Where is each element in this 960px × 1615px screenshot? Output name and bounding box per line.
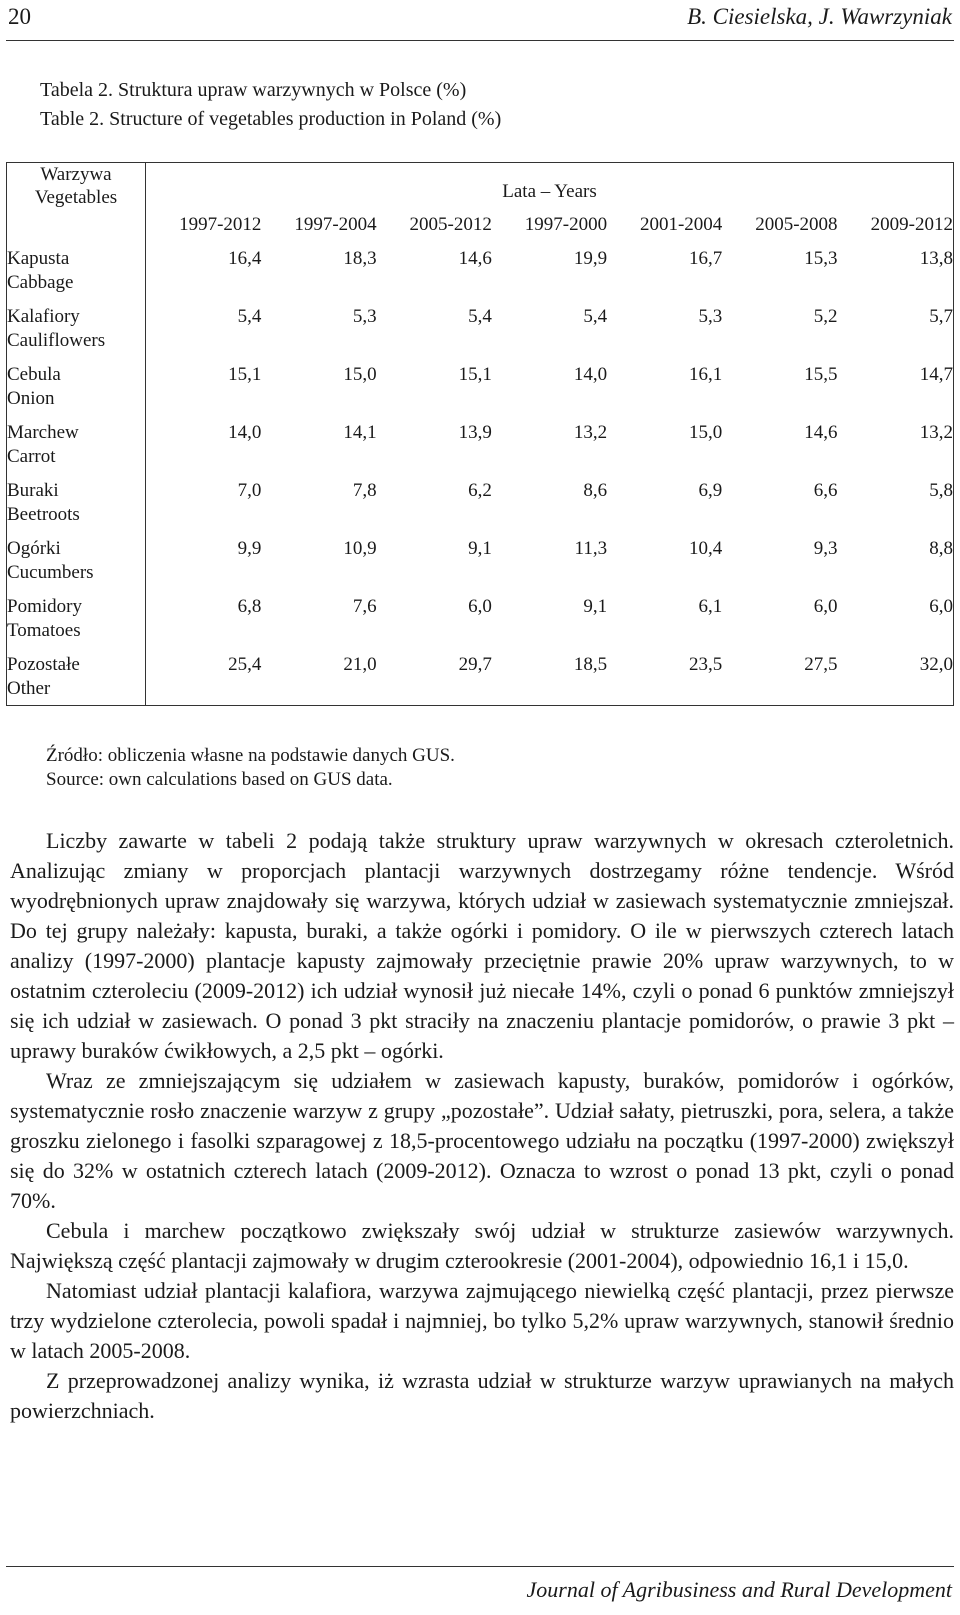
period-header: 2005-2008: [755, 214, 838, 235]
period-header: 1997-2000: [524, 214, 608, 235]
value-cell: 14,6: [804, 422, 838, 443]
caption-polish: Tabela 2. Struktura upraw warzywnych w Polsce (%): [40, 79, 467, 101]
value-cell: 8,8: [838, 537, 954, 595]
value-cell: 15,0: [343, 364, 377, 385]
value-cell: 15,1: [228, 364, 262, 385]
value-cell: 14,0: [573, 364, 608, 385]
value-cell: 32,0: [838, 653, 954, 706]
paragraph: Z przeprowadzonej analizy wynika, iż wzrasta udział w strukturze warzyw uprawianych na małych powierzchniach.: [10, 1368, 954, 1423]
value-cell: 5,3: [352, 306, 377, 327]
table-source: [46, 744, 455, 792]
vegetable-name-cell: [7, 595, 146, 653]
vegetable-name-cell: [7, 363, 146, 421]
value-cell: 7,6: [352, 596, 377, 617]
vegetable-name-cell: [7, 537, 146, 595]
value-cell: 9,1: [468, 538, 492, 559]
period-header: 2001-2004: [639, 214, 723, 235]
paragraph: Cebula i marchew początkowo zwiększały swój udział w strukturze zasiewów warzywnych. Największą część plantacji zajmowały w drugim czterookresie (2001-2004), odpowiednio 16,1 i 15,0.: [10, 1218, 954, 1273]
value-cell: 18,5: [492, 653, 607, 706]
vegetable-name-en: Carrot: [7, 446, 56, 467]
value-cell: 21,0: [261, 653, 376, 706]
value-cell: 5,8: [838, 479, 954, 537]
table-row: [7, 247, 954, 305]
period-header: 2005-2012: [409, 214, 492, 235]
vegetable-name-pl: Ogórki: [7, 538, 61, 559]
value-cell: 16,7: [689, 248, 723, 269]
vegetable-name-en: Cabbage: [7, 272, 74, 293]
vegetable-name-en: Cucumbers: [7, 562, 94, 583]
vegetables-header-en: Vegetables: [34, 187, 118, 208]
period-header: 2009-2012: [838, 203, 954, 247]
value-cell: 13,8: [838, 247, 954, 305]
paragraph: Wraz ze zmniejszającym się udziałem w zasiewach kapusty, buraków, pomidorów i ogórków, systematycznie rosło znaczenie warzyw z grupy „pozostałe”. Udział sałaty, pietruszki, pora, selera, a także groszku zielonego i fasolki szparagowej z 18,5-procentowego udziału na początku (1997-2000) zwiększył się do 32% w ostatnich czterech latach (2009-2012). Oznacza to wzrost o ponad 13 pkt, czyli o ponad 70%.: [10, 1068, 954, 1213]
value-cell: 14,6: [458, 248, 492, 269]
journal-name: Journal of Agribusiness and Rural Development: [526, 1577, 952, 1602]
value-cell: 6,6: [813, 480, 838, 501]
vegetable-name-en: Beetroots: [7, 504, 80, 525]
value-cell: 15,1: [458, 364, 492, 385]
value-cell: 15,5: [804, 364, 838, 385]
vegetable-name-cell: [7, 653, 146, 706]
page-header: [6, 0, 954, 41]
vegetable-name-en: Onion: [7, 388, 55, 409]
value-cell: 10,9: [343, 538, 377, 559]
value-cell: 5,3: [698, 306, 723, 327]
value-cell: 9,3: [813, 538, 838, 559]
value-cell: 15,3: [804, 248, 838, 269]
vegetable-name-cell: [7, 479, 146, 537]
value-cell: 16,4: [228, 248, 262, 269]
vegetable-name-en: Cauliflowers: [7, 330, 106, 351]
vegetable-name-pl: Buraki: [7, 480, 59, 501]
source-english: Source: own calculations based on GUS data.: [46, 769, 393, 790]
table-row: [7, 479, 954, 537]
page-footer: [6, 1566, 954, 1615]
vegetable-name-cell: [7, 247, 146, 305]
value-cell: 5,7: [838, 305, 954, 363]
value-cell: 14,0: [228, 422, 262, 443]
source-polish: Źródło: obliczenia własne na podstawie danych GUS.: [46, 745, 455, 766]
vegetable-name-cell: [7, 421, 146, 479]
value-cell: 9,9: [237, 538, 262, 559]
vegetable-name-pl: Kapusta: [7, 248, 70, 269]
value-cell: 6,0: [468, 596, 492, 617]
value-cell: 13,2: [573, 422, 608, 443]
vegetable-name-en: Tomatoes: [7, 620, 81, 641]
vegetable-name-pl: Pomidory: [7, 596, 82, 617]
table-row: [7, 421, 954, 479]
vegetable-name-pl: Kalafiory: [7, 306, 80, 327]
vegetable-name-en: Other: [7, 678, 51, 699]
value-cell: 23,5: [607, 653, 722, 706]
value-cell: 5,4: [468, 306, 492, 327]
value-cell: 6,8: [237, 596, 262, 617]
value-cell: 6,0: [838, 595, 954, 653]
value-cell: 27,5: [722, 653, 837, 706]
caption-english: Table 2. Structure of vegetables production in Poland (%): [40, 108, 502, 130]
table-row: [7, 595, 954, 653]
paragraph: Natomiast udział plantacji kalafiora, warzywa zajmującego niewielką część plantacji, przez pierwsze trzy wydzielone czterolecia, powoli spadał i najmniej, bo tylko 5,2% upraw warzywnych, stanowił średnio w latach 2005-2008.: [10, 1278, 954, 1363]
table-row: [7, 653, 954, 706]
value-cell: 13,9: [458, 422, 492, 443]
running-title: B. Ciesielska, J. Wawrzyniak: [687, 4, 952, 29]
period-header: 1997-2012: [179, 214, 262, 235]
value-cell: 19,9: [573, 248, 608, 269]
value-cell: 5,2: [813, 306, 838, 327]
table-body: [7, 247, 954, 706]
table-caption: [40, 76, 501, 134]
vegetables-header-pl: Warzywa: [40, 164, 112, 185]
vegetables-structure-table: [6, 162, 954, 706]
value-cell: 13,2: [838, 421, 954, 479]
vegetable-name-cell: [7, 305, 146, 363]
vegetable-name-pl: Marchew: [7, 422, 79, 443]
value-cell: 15,0: [689, 422, 723, 443]
vegetable-name-pl: Cebula: [7, 364, 61, 385]
value-cell: 10,4: [689, 538, 723, 559]
table-row: [7, 537, 954, 595]
paragraph: Liczby zawarte w tabeli 2 podają także struktury upraw warzywnych w okresach czteroletnich. Analizując zmiany w proporcjach plantacji warzywnych dostrzegamy różne tendencje. Wśród wyodrębnionych upraw znajdowały się warzywa, których udział w zasiewach systematycznie zmniejszał. Do tej grupy należały: kapusta, buraki, a także ogórki i pomidory. O ile w pierwszych czterech latach analizy (1997-2000) plantacje kapusty zajmowały przeciętnie prawie 20% upraw warzywnych, to w ostatnim czteroleciu (2009-2012) ich udział wynosił już niecałe 14%, czyli o ponad 6 punktów zmniejszył się ich udział w zasiewach. O ponad 3 pkt straciły na znaczeniu plantacje pomidorów, o prawie 3 pkt – uprawy buraków ćwikłowych, a 2,5 pkt – ogórki.: [10, 828, 954, 1063]
table-row: [7, 363, 954, 421]
value-cell: 8,6: [583, 480, 608, 501]
body-text: [10, 826, 954, 1426]
value-cell: 6,0: [813, 596, 838, 617]
value-cell: 25,4: [146, 653, 262, 706]
value-cell: 16,1: [689, 364, 723, 385]
value-cell: 14,1: [343, 422, 377, 443]
vegetables-column-header: [7, 163, 146, 248]
value-cell: 29,7: [377, 653, 492, 706]
value-cell: 9,1: [583, 596, 608, 617]
table-row: [7, 305, 954, 363]
page-number: 20: [8, 4, 31, 29]
value-cell: 18,3: [343, 248, 377, 269]
vegetable-name-pl: Pozostałe: [7, 654, 80, 675]
value-cell: 5,4: [583, 306, 608, 327]
value-cell: 14,7: [838, 363, 954, 421]
period-header: 1997-2004: [294, 214, 377, 235]
value-cell: 7,0: [237, 480, 262, 501]
value-cell: 6,9: [698, 480, 723, 501]
value-cell: 11,3: [574, 538, 608, 559]
value-cell: 5,4: [237, 306, 262, 327]
years-header: Lata – Years: [146, 163, 954, 204]
value-cell: 7,8: [352, 480, 377, 501]
value-cell: 6,2: [468, 480, 492, 501]
value-cell: 6,1: [698, 596, 723, 617]
